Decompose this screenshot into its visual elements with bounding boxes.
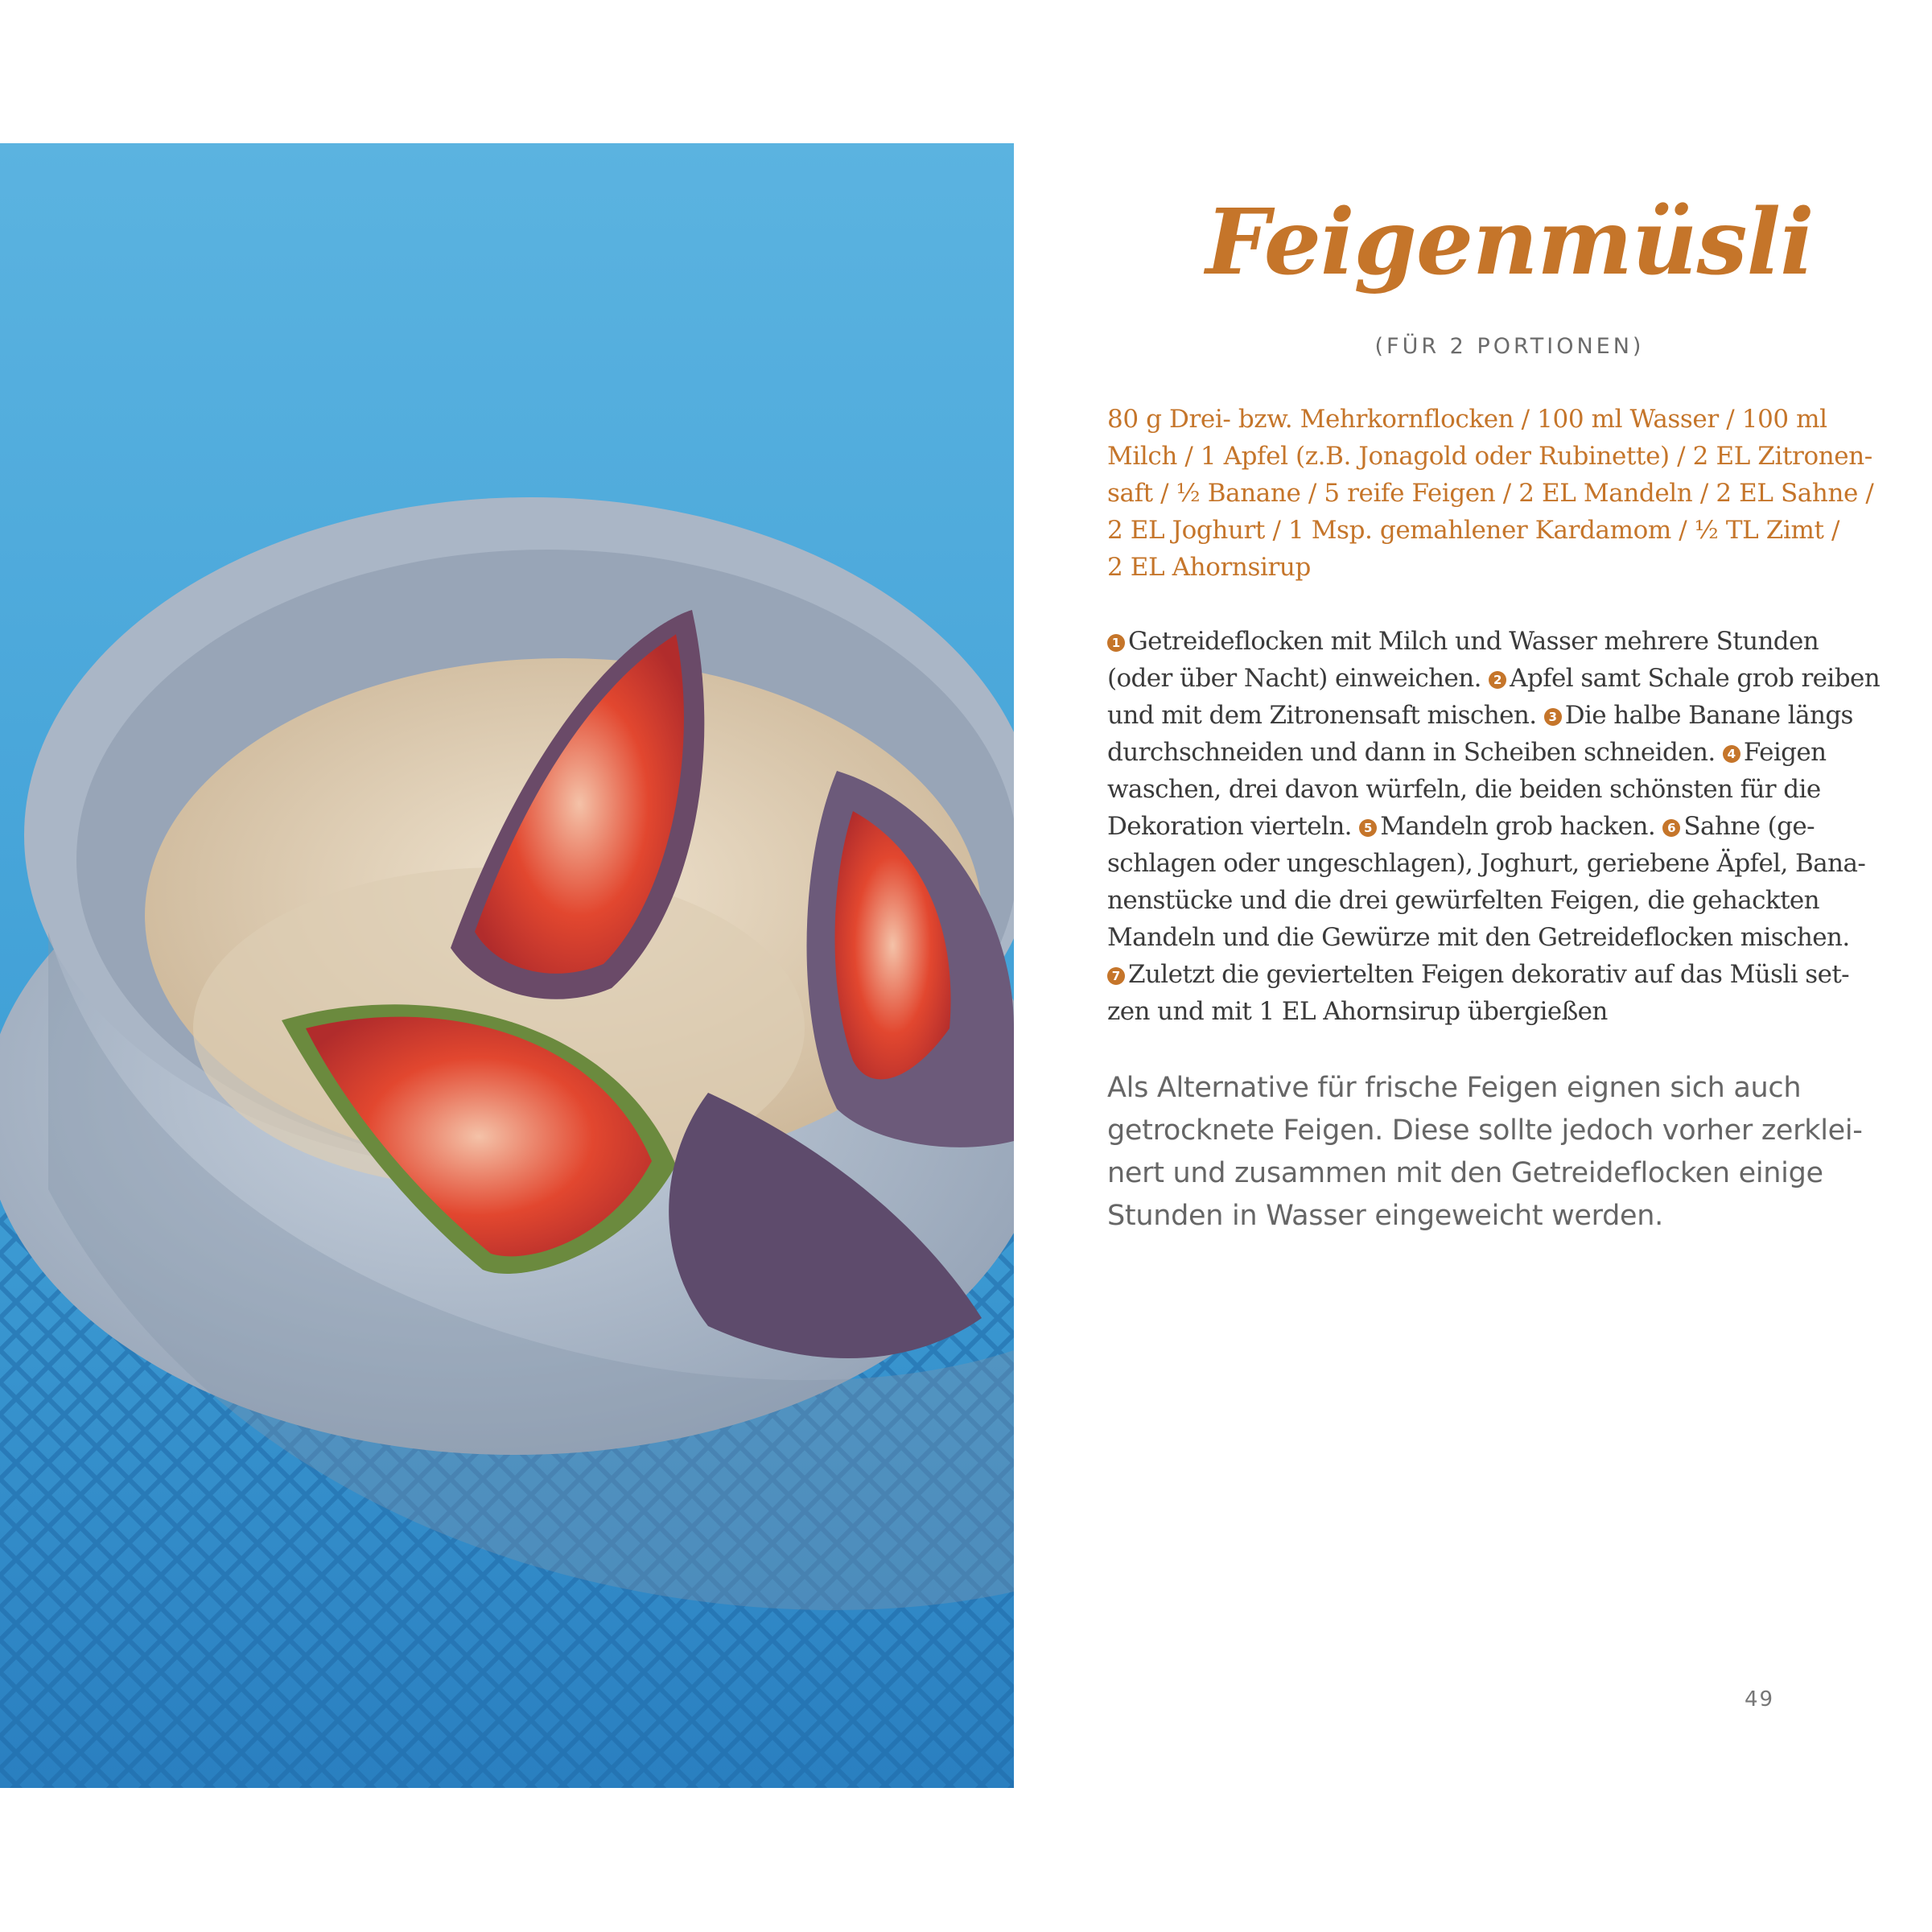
step-text: Sahne (ge- bbox=[1683, 812, 1815, 842]
step-text: Die halbe Banane längs bbox=[1564, 701, 1853, 731]
recipe-photo bbox=[0, 143, 1014, 1788]
step-number-badge: 7 bbox=[1107, 967, 1125, 985]
servings-label: (FÜR 2 PORTIONEN) bbox=[1374, 334, 1645, 360]
step-number-badge: 2 bbox=[1489, 671, 1506, 689]
ingredients-line: saft / ½ Banane / 5 reife Feigen / 2 EL Mandeln / 2 EL Sahne / bbox=[1107, 479, 1874, 509]
step-number-badge: 3 bbox=[1544, 708, 1562, 726]
ingredients-list bbox=[1107, 401, 1912, 586]
step-line bbox=[1107, 734, 1912, 771]
step-text: Zuletzt die geviertelten Feigen dekorativ auf das Müsli set- bbox=[1128, 960, 1850, 990]
alternative-tip bbox=[1107, 1067, 1912, 1238]
step-line: Mandeln und die Gewürze mit den Getreideflocken mischen. bbox=[1107, 923, 1850, 953]
step-number-badge: 5 bbox=[1359, 819, 1377, 837]
ingredients-line: 80 g Drei- bzw. Mehrkornflocken / 100 ml Wasser / 100 ml bbox=[1107, 405, 1827, 435]
step-number-badge: 4 bbox=[1723, 745, 1740, 763]
page-number: 49 bbox=[1745, 1687, 1775, 1712]
step-line bbox=[1107, 956, 1912, 993]
step-text: Apfel samt Schale grob reiben bbox=[1510, 664, 1881, 694]
step-text: durchschneiden und dann in Scheiben schneiden. bbox=[1107, 738, 1723, 768]
step-line bbox=[1107, 697, 1912, 734]
step-line: waschen, drei davon würfeln, die beiden schönsten für die bbox=[1107, 775, 1821, 805]
step-text: Getreideflocken mit Milch und Wasser mehrere Stunden bbox=[1128, 627, 1819, 657]
tip-line: Stunden in Wasser eingeweicht werden. bbox=[1107, 1200, 1663, 1233]
step-text: Dekoration vierteln. bbox=[1107, 812, 1360, 842]
step-line bbox=[1107, 660, 1912, 697]
step-line bbox=[1107, 808, 1912, 845]
step-text: Mandeln grob hacken. bbox=[1380, 812, 1663, 842]
step-text: (oder über Nacht) einweichen. bbox=[1107, 664, 1489, 694]
tip-line: Als Alternative für frische Feigen eignen sich auch bbox=[1107, 1072, 1802, 1105]
step-text: und mit dem Zitronensaft mischen. bbox=[1107, 701, 1544, 731]
step-text: Feigen bbox=[1743, 738, 1827, 768]
ingredients-line: 2 EL Ahornsirup bbox=[1107, 553, 1311, 583]
step-line: zen und mit 1 EL Ahornsirup übergießen bbox=[1107, 997, 1608, 1027]
step-line: nenstücke und die drei gewürfelten Feigen, die gehackten bbox=[1107, 886, 1820, 916]
recipe-text-column bbox=[1107, 190, 1912, 1238]
ingredients-line: Milch / 1 Apfel (z.B. Jonagold oder Rubinette) / 2 EL Zitronen- bbox=[1107, 442, 1872, 472]
fig-muesli-bowl-image bbox=[0, 143, 1014, 1788]
step-number-badge: 1 bbox=[1107, 634, 1125, 652]
tip-line: nert und zusammen mit den Getreideflocken einige bbox=[1107, 1157, 1823, 1190]
step-line bbox=[1107, 623, 1912, 660]
step-number-badge: 6 bbox=[1662, 819, 1680, 837]
step-line: schlagen oder ungeschlagen), Joghurt, geriebene Äpfel, Bana- bbox=[1107, 849, 1866, 879]
recipe-title: Feigenmüsli bbox=[1205, 190, 1814, 295]
preparation-steps bbox=[1107, 623, 1912, 1030]
ingredients-line: 2 EL Joghurt / 1 Msp. gemahlener Kardamom / ½ TL Zimt / bbox=[1107, 516, 1840, 546]
tip-line: getrocknete Feigen. Diese sollte jedoch vorher zerklei- bbox=[1107, 1114, 1863, 1147]
